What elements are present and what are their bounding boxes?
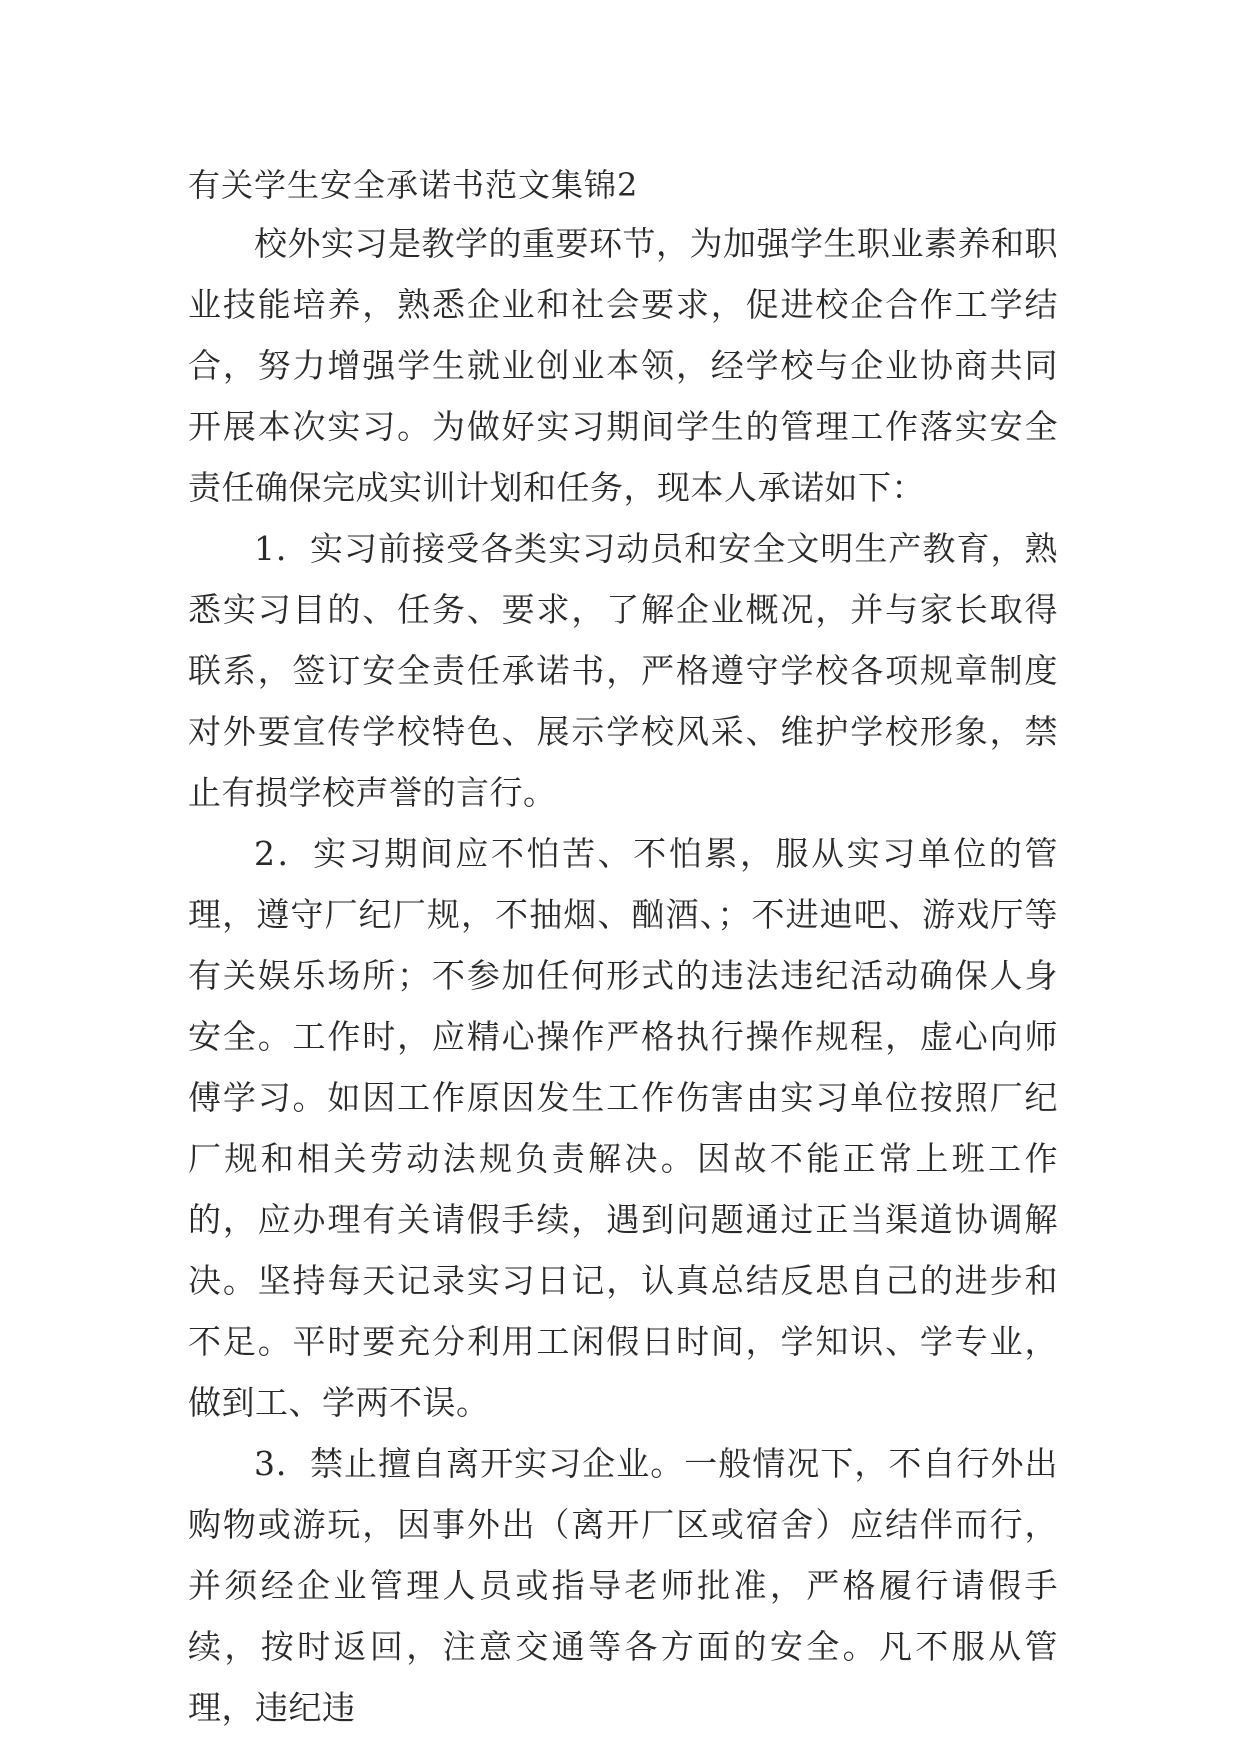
- document-body: [188, 157, 1058, 1738]
- intro-paragraph: 校外实习是教学的重要环节，为加强学生职业素养和职业技能培养，熟悉企业和社会要求，促进校企合作工学结合，努力增强学生就业创业本领，经学校与企业协商共同开展本次实习。为做好实习期间学生的管理工作落实安全责任确保完成实训计划和任务，现本人承诺如下：: [188, 224, 1058, 507]
- clause-3-paragraph: 3．禁止擅自离开实习企业。一般情况下，不自行外出购物或游玩，因事外出（离开厂区或宿舍）应结伴而行，并须经企业管理人员或指导老师批准，严格履行请假手续，按时返回，注意交通等各方面的安全。凡不服从管理，违纪违: [188, 1444, 1058, 1727]
- document-title: 有关学生安全承诺书范文集锦2: [188, 166, 639, 204]
- clause-1-paragraph: 1．实习前接受各类实习动员和安全文明生产教育，熟悉实习目的、任务、要求，了解企业概况，并与家长取得联系，签订安全责任承诺书，严格遵守学校各项规章制度对外要宣传学校特色、展示学校风采、维护学校形象，禁止有损学校声誉的言行。: [188, 529, 1058, 812]
- clause-2-paragraph: 2．实习期间应不怕苦、不怕累，服从实习单位的管理，遵守厂纪厂规，不抽烟、酗酒、；不进迪吧、游戏厅等有关娱乐场所；不参加任何形式的违法违纪活动确保人身安全。工作时，应精心操作严格执行操作规程，虚心向师傅学习。如因工作原因发生工作伤害由实习单位按照厂纪厂规和相关劳动法规负责解决。因故不能正常上班工作的，应办理有关请假手续，遇到问题通过正当渠道协调解决。坚持每天记录实习日记，认真总结反思自己的进步和不足。平时要充分利用工闲假日时间，学知识、学专业，做到工、学两不误。: [188, 834, 1058, 1422]
